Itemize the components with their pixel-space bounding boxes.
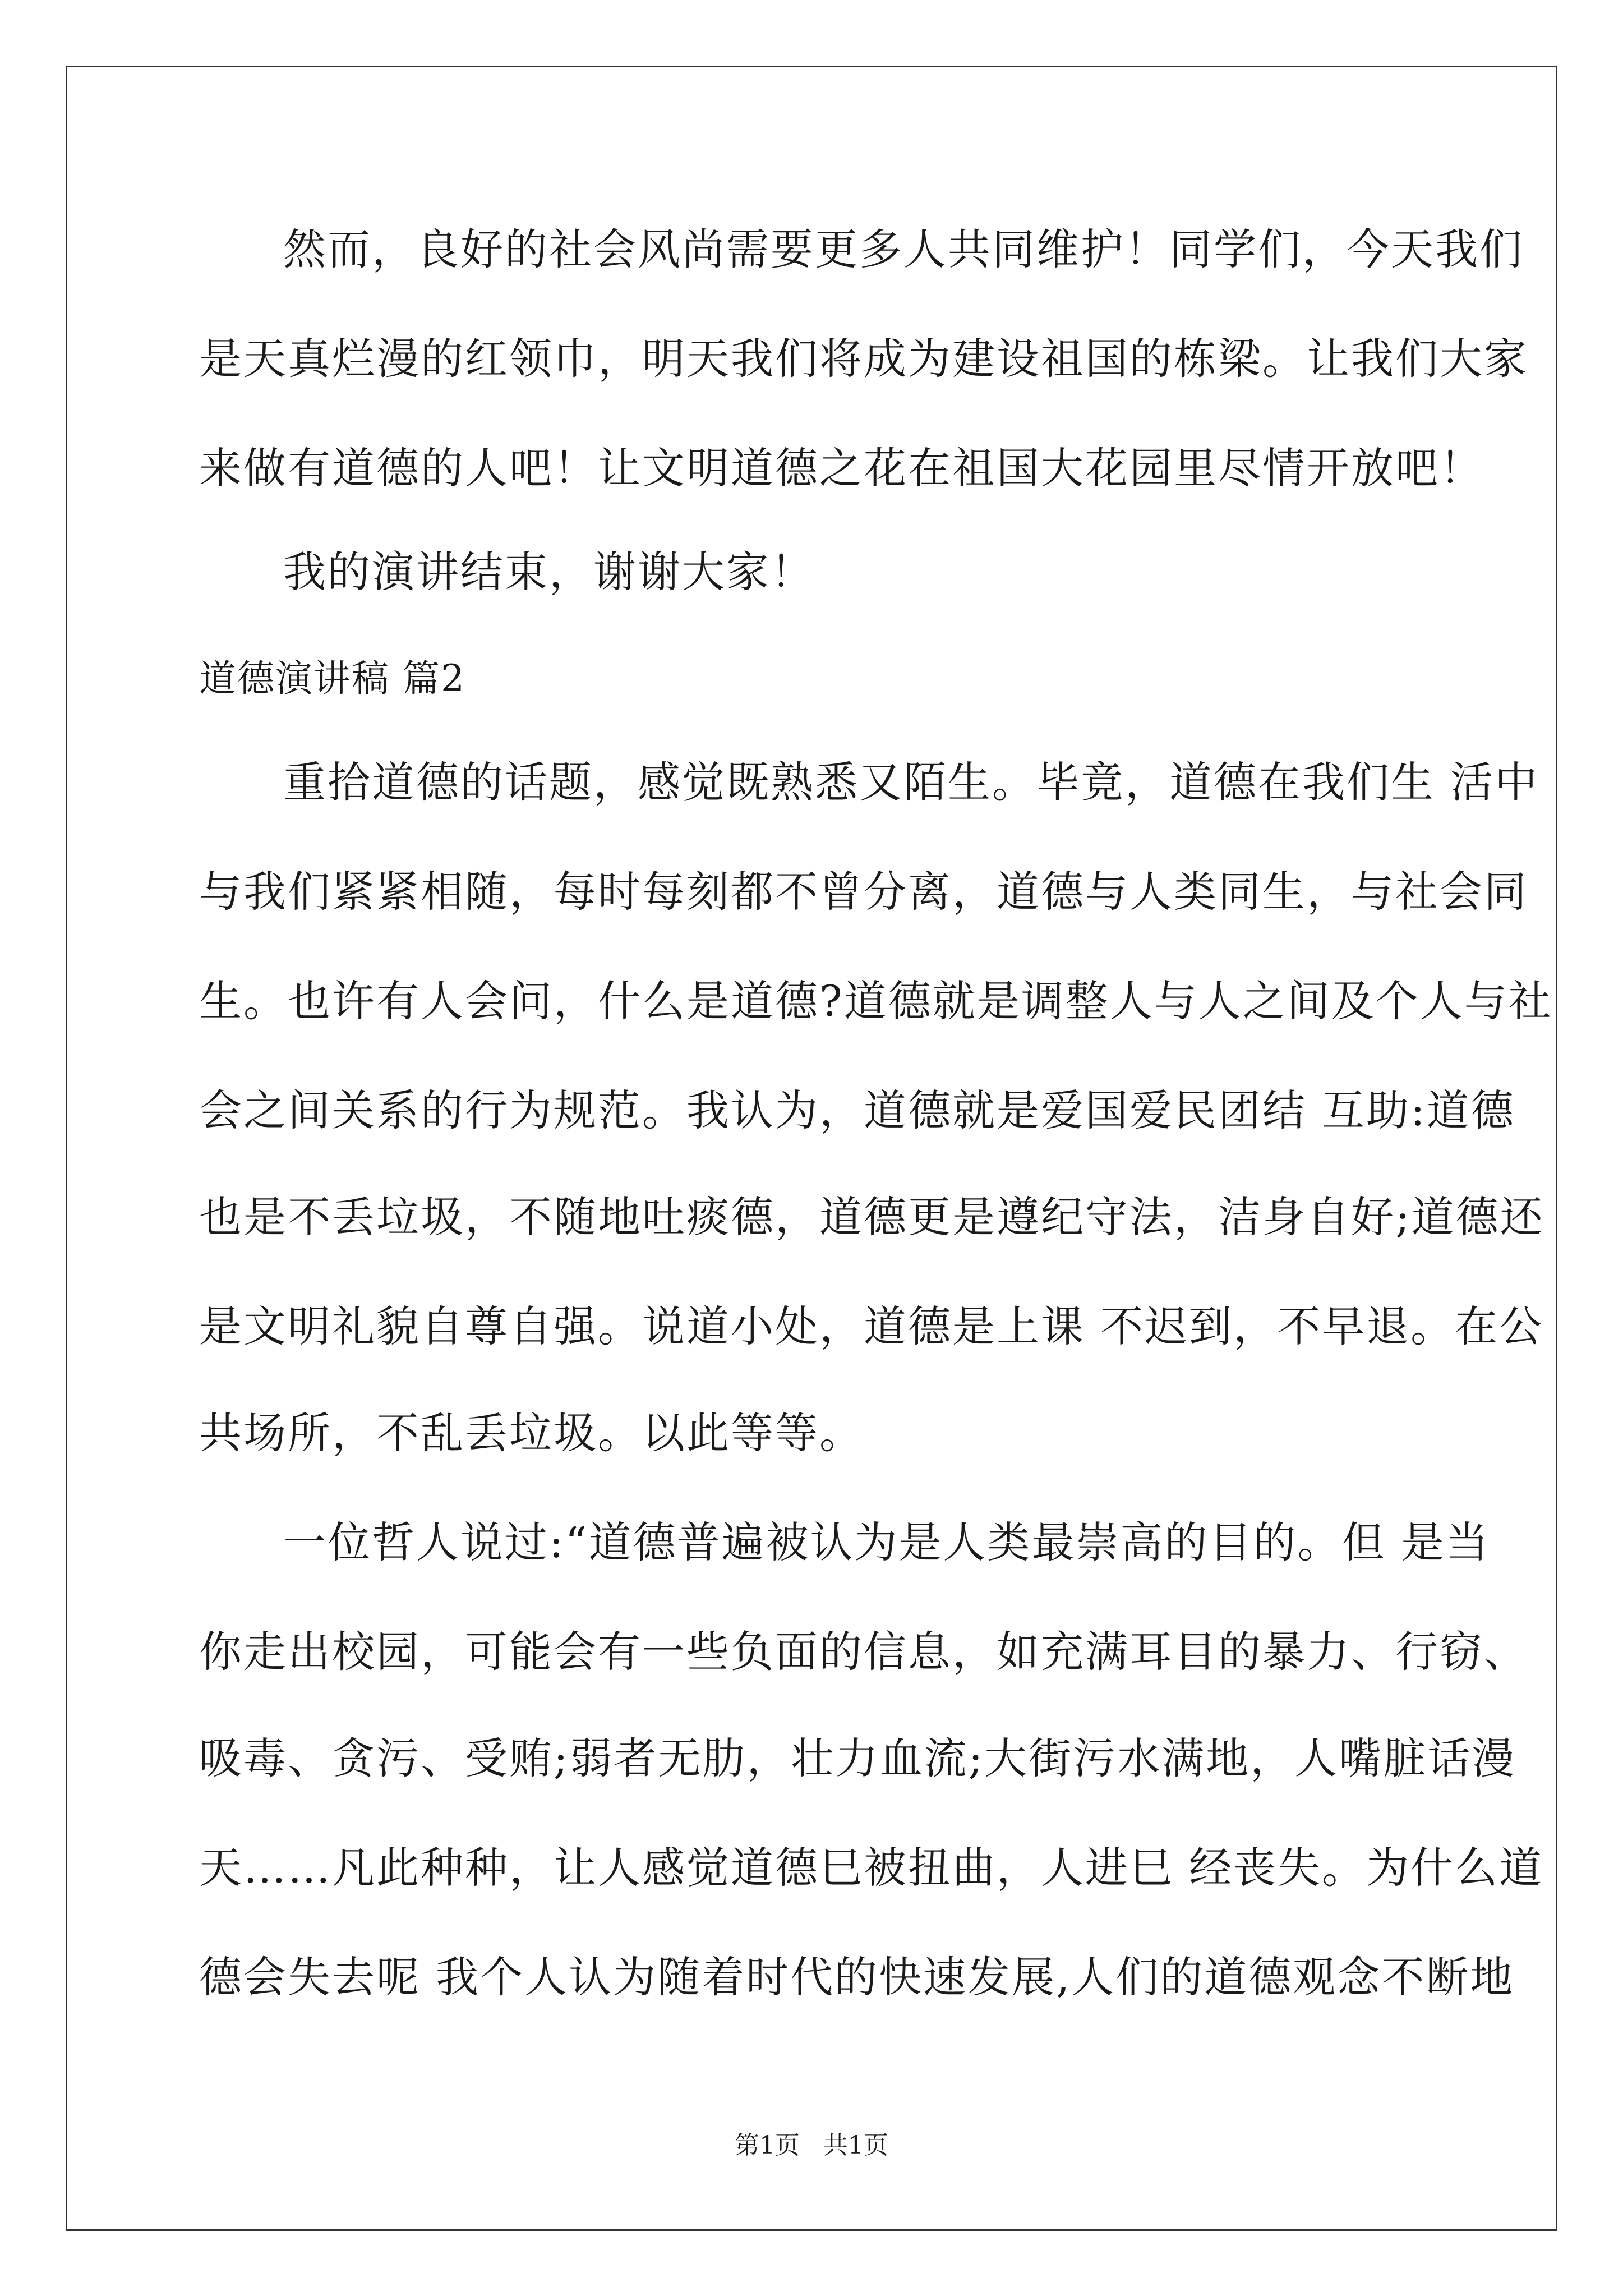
paragraph-3-line-4: 会之间关系的行为规范。我认为，道德就是爱国爱民团结 互助:道德 — [199, 1085, 1515, 1135]
section-heading: 道德演讲稿 篇2 — [199, 657, 465, 700]
paragraph-2-line-1: 我的演讲结束，谢谢大家！ — [283, 547, 815, 597]
paragraph-3-line-5: 也是不丢垃圾，不随地吐痰德，道德更是遵纪守法，洁身自好;道德还 — [199, 1192, 1544, 1242]
paragraph-3-line-3: 生。也许有人会问，什么是道德?道德就是调整人与人之间及个人与社 — [199, 976, 1553, 1026]
paragraph-3-line-1: 重拾道德的话题，感觉既熟悉又陌生。毕竟，道德在我们生 活中 — [283, 757, 1539, 807]
paragraph-1-line-3: 来做有道德的人吧！让文明道德之花在祖国大花园里尽情开放吧！ — [199, 443, 1484, 493]
paragraph-3-line-7: 共场所，不乱丢垃圾。以此等等。 — [199, 1408, 864, 1458]
paragraph-4-line-4: 天……凡此种种，让人感觉道德巳被扭曲，人进巳 经丧失。为什么道 — [199, 1843, 1544, 1893]
paragraph-4-line-5: 德会失去呢 我个人认为随着时代的快速发展,人们的道德观念不断地 — [199, 1952, 1515, 2002]
paragraph-4-line-3: 吸毒、贪污、受贿;弱者无肋，壮力血流;大街污水满地，人嘴脏话漫 — [199, 1733, 1516, 1783]
page-footer: 第1页 共1页 — [735, 2131, 888, 2160]
paragraph-4-line-2: 你走出校园，可能会有一些负面的信息，如充满耳目的暴力、行窃、 — [199, 1627, 1528, 1677]
paragraph-4-line-1: 一位哲人说过:“道德普遍被认为是人类最崇高的目的。但 是当 — [283, 1517, 1490, 1567]
paragraph-1-line-1: 然而，良好的社会风尚需要更多人共同维护！同学们，今天我们 — [283, 224, 1524, 274]
paragraph-3-line-6: 是文明礼貌自尊自强。说道小处，道德是上课 不迟到，不早退。在公 — [199, 1301, 1544, 1351]
paragraph-3-line-2: 与我们紧紧相随，每时每刻都不曾分离，道德与人类同生，与社会同 — [199, 867, 1528, 917]
page-border — [66, 66, 1557, 2231]
paragraph-1-line-2: 是天真烂漫的红领巾，明天我们将成为建设祖国的栋梁。让我们大家 — [199, 334, 1528, 384]
